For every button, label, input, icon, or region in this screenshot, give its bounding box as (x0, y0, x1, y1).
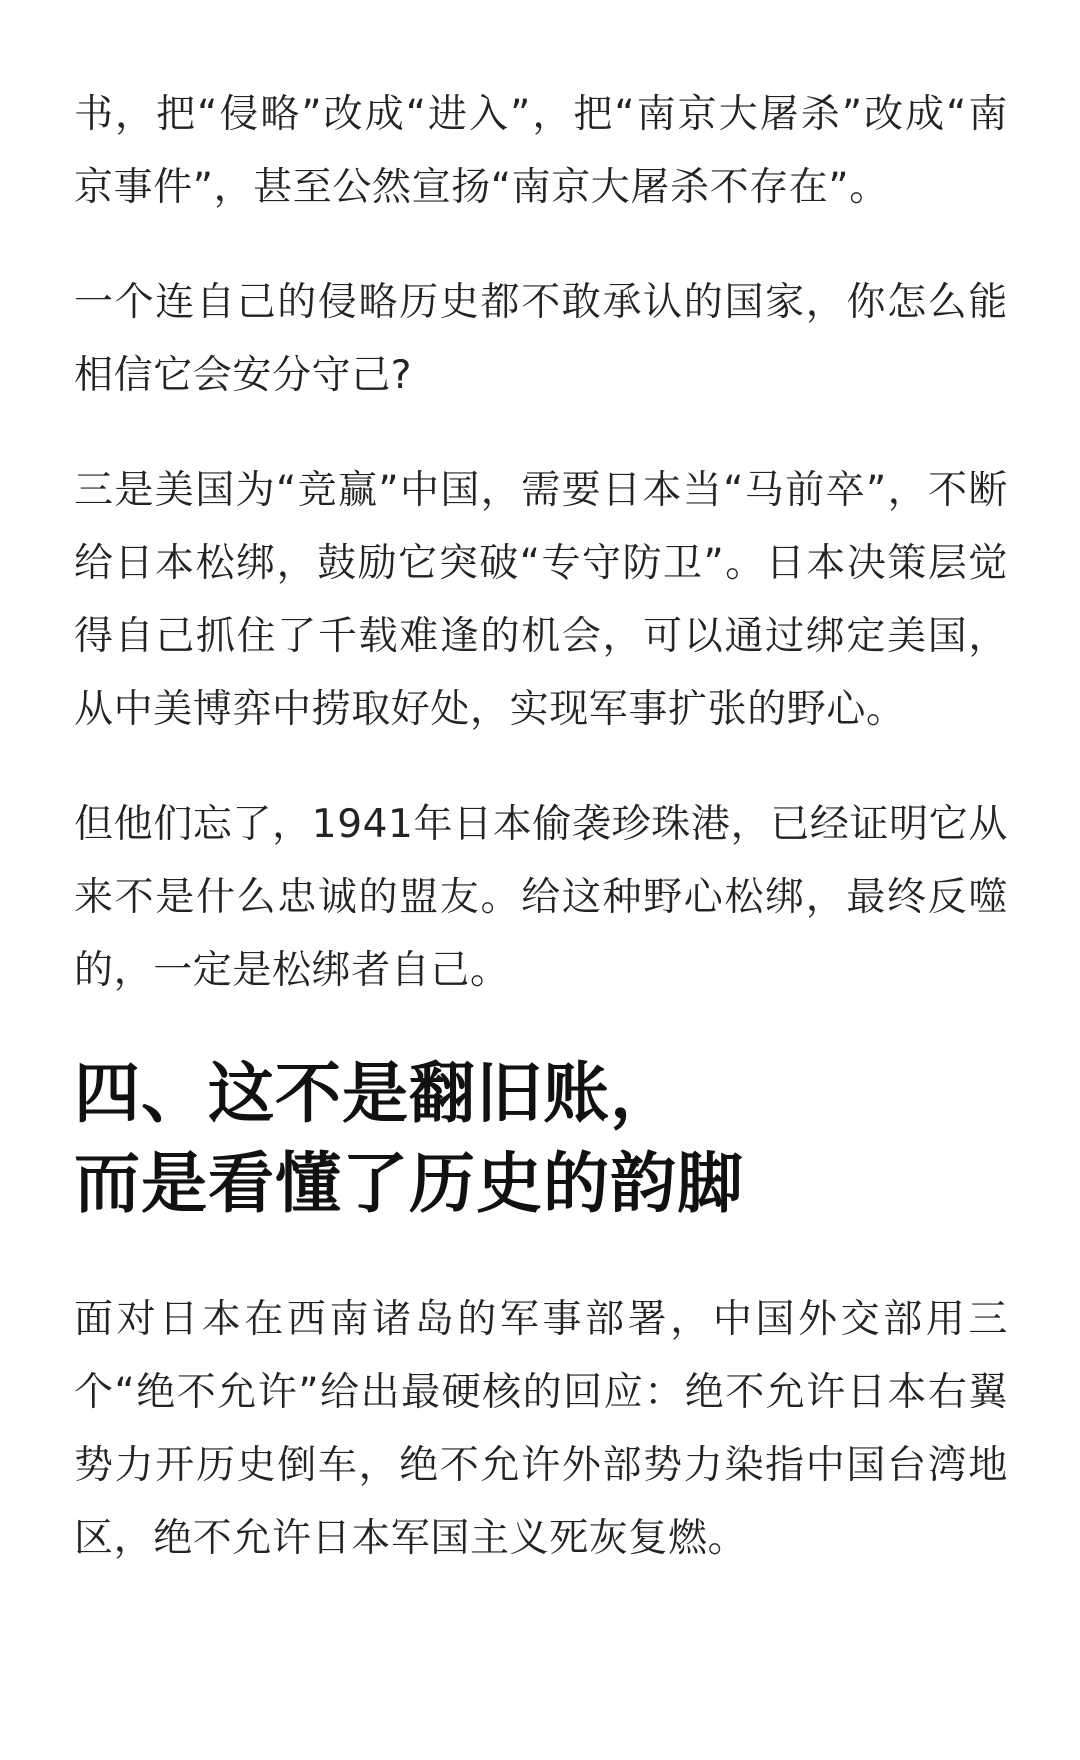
section-heading-line-2: 而是看懂了历史的韵脚 (74, 1145, 744, 1222)
section-heading (74, 1049, 1008, 1229)
paragraph-pearl-harbor: 但他们忘了，1941年日本偷袭珍珠港，已经证明它从来不是什么忠诚的盟友。给这种野心松绑，最终反噬的，一定是松绑者自己。 (74, 802, 1008, 993)
section-heading-line-1: 四、这不是翻旧账， (74, 1055, 677, 1132)
paragraph-foreign-ministry: 面对日本在西南诸岛的军事部署，中国外交部用三个“绝不允许”给出最硬核的回应：绝不允许日本右翼势力开历史倒车，绝不允许外部势力染指中国台湾地区，绝不允许日本军国主义死灰复燃。 (74, 1297, 1008, 1561)
paragraph-us-pawn: 三是美国为“竞赢”中国，需要日本当“马前卒”，不断给日本松绑，鼓励它突破“专守防卫”。日本决策层觉得自己抓住了千载难逢的机会，可以通过绑定美国，从中美博弈中捞取好处，实现军事扩张的野心。 (74, 468, 1008, 732)
paragraph-question: 一个连自己的侵略历史都不敢承认的国家，你怎么能相信它会安分守己? (74, 280, 1008, 398)
paragraph-textbook-revision: 书，把“侵略”改成“进入”，把“南京大屠杀”改成“南京事件”，甚至公然宣扬“南京大屠杀不存在”。 (74, 92, 1008, 210)
